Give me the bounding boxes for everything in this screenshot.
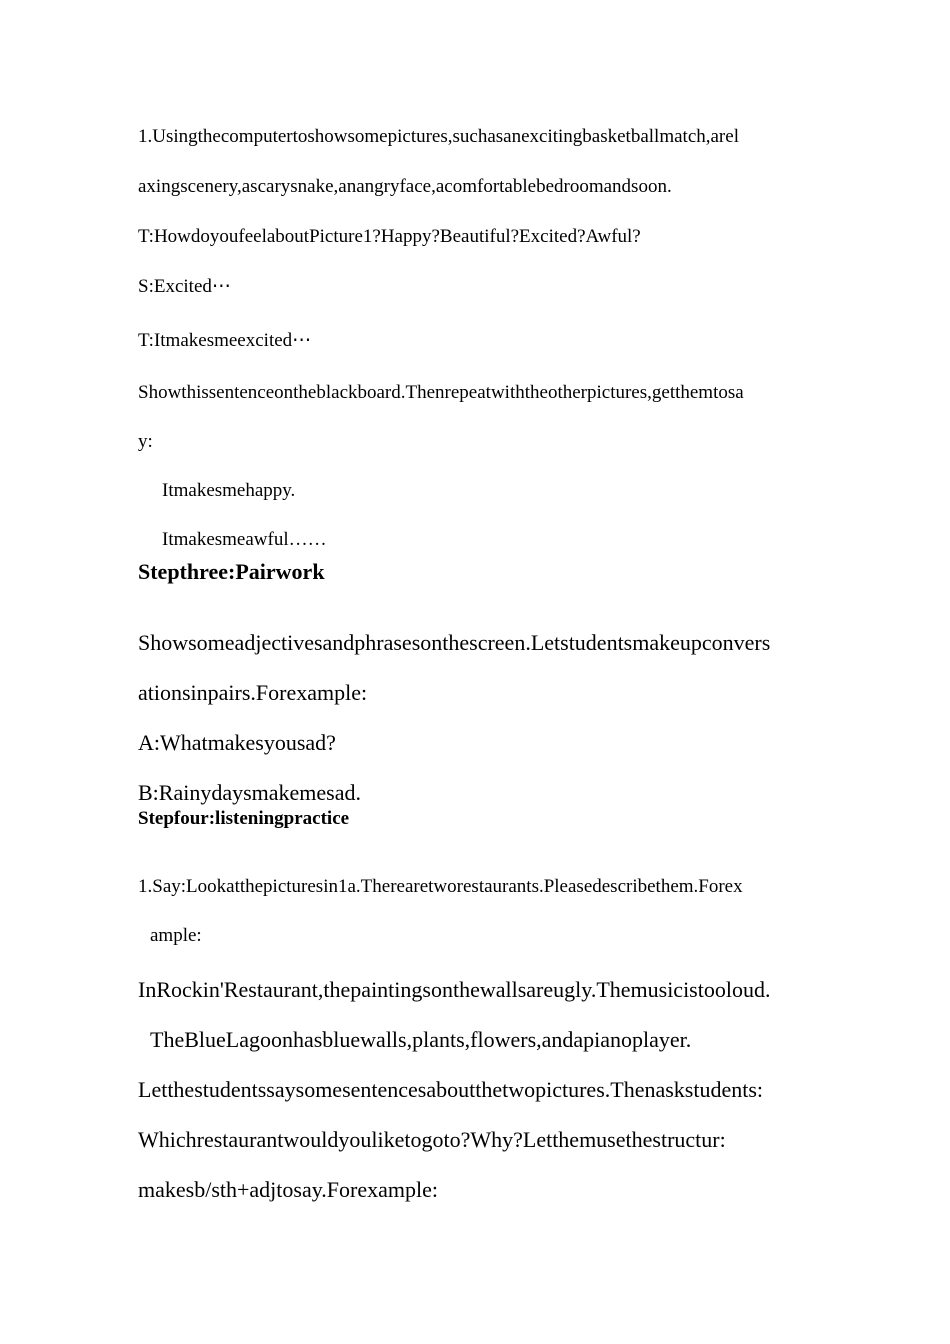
body-line: TheBlueLagoonhasbluewalls,plants,flowers,andapianoplayer. (150, 1027, 692, 1052)
body-line: axingscenery,ascarysnake,anangryface,acomfortablebedroomandsoon. (138, 176, 672, 197)
body-line: 1.Usingthecomputertoshowsomepictures,suchasanexcitingbasketballmatch,arel (138, 126, 739, 147)
example-sentence: Itmakesmeawful…… (162, 529, 327, 550)
body-line: ample: (150, 925, 202, 946)
section-heading: Stepfour:listeningpractice (138, 808, 350, 829)
section-heading: Stepthree:Pairwork (138, 559, 325, 584)
dialogue-line: A:Whatmakesyousad? (138, 730, 336, 755)
body-line: Whichrestaurantwouldyouliketogoto?Why?Letthemusethestructur: (138, 1127, 726, 1152)
body-line: Showsomeadjectivesandphrasesonthescreen.Letstudentsmakeupconvers (138, 630, 771, 655)
dialogue-line: T:Itmakesmeexcited⋯ (138, 330, 312, 351)
dialogue-line: T:HowdoyoufeelaboutPicture1?Happy?Beautiful?Excited?Awful? (138, 226, 641, 247)
body-line: 1.Say:Lookatthepicturesin1a.Therearetworestaurants.Pleasedescribethem.Forex (138, 876, 743, 897)
body-line: ationsinpairs.Forexample: (138, 680, 368, 705)
body-line: Showthissentenceontheblackboard.Thenrepeatwiththeotherpictures,getthemtosa (138, 382, 744, 403)
dialogue-line: S:Excited⋯ (138, 276, 231, 297)
body-line: y: (138, 431, 153, 452)
body-line: InRockin'Restaurant,thepaintingsonthewallsareugly.Themusicistooloud. (138, 977, 771, 1002)
dialogue-line: B:Rainydaysmakemesad. (138, 780, 362, 805)
body-line: makesb/sth+adjtosay.Forexample: (138, 1177, 438, 1202)
body-line: Letthestudentssaysomesentencesaboutthetwopictures.Thenaskstudents: (138, 1077, 764, 1102)
example-sentence: Itmakesmehappy. (162, 480, 296, 501)
